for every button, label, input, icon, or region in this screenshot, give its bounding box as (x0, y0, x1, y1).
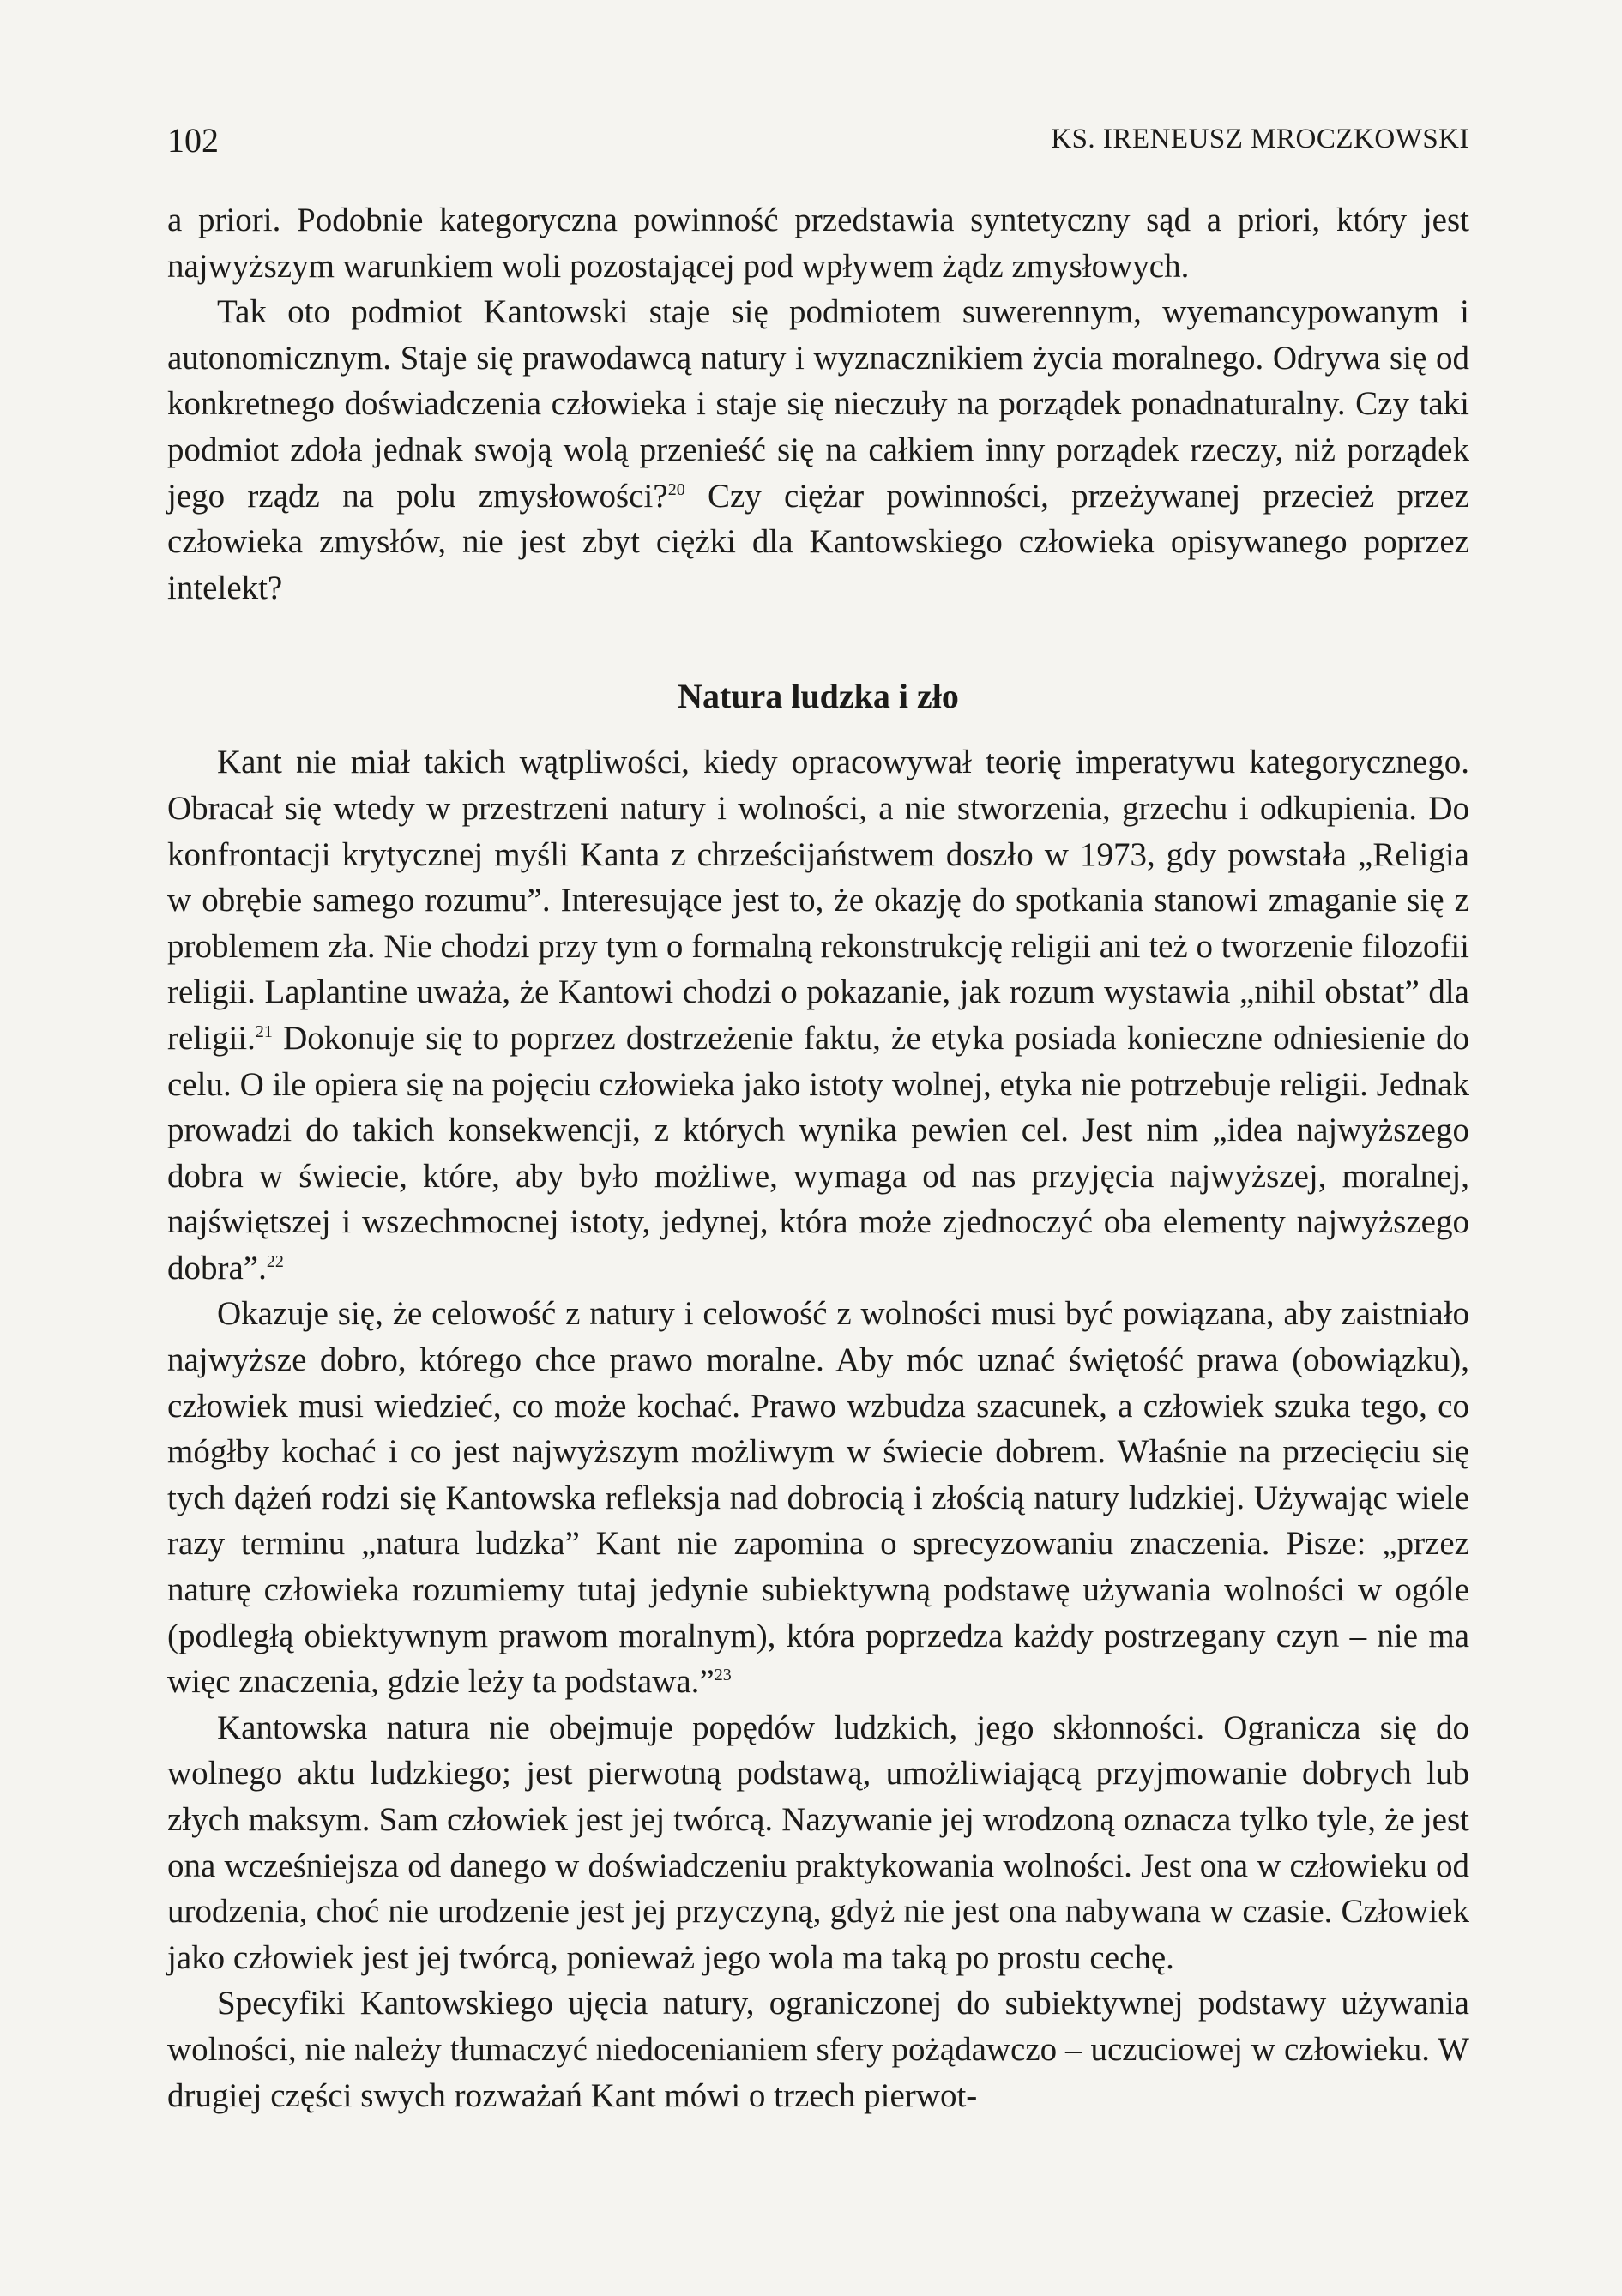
footnote-ref: 22 (266, 1251, 284, 1271)
footnote-ref: 23 (714, 1666, 732, 1685)
paragraph (167, 739, 1469, 1291)
paragraph (167, 197, 1469, 289)
paragraph-text: Czy ciężar powinności, przeżywanej przecież przez człowieka zmysłów, nie jest zbyt ciężki dla Kantowskiego człowieka opisywanego poprzez intelekt? (167, 477, 1469, 606)
paragraph (167, 1705, 1469, 1981)
body-text (167, 197, 1469, 2118)
paragraph-text: Kantowska natura nie obejmuje popędów ludzkich, jego skłonności. Ogranicza się do wolnego aktu ludzkiego; jest pierwotną podstawą, umożliwiającą przyjmowanie dobrych lub złych maksym. Sam człowiek jest jej twórcą. Nazywanie jej wrodzoną oznacza tylko tyle, że jest ona wcześniejsza od danego w doświadczeniu praktykowania wolności. Jest ona w człowieku od urodzenia, choć nie urodzenie jest jej przyczyną, gdyż nie jest ona nabywana w czasie. Człowiek jako człowiek jest jej twórcą, ponieważ jego wola ma taką po prostu cechę. (167, 1708, 1469, 1976)
paragraph (167, 1291, 1469, 1704)
footnote-ref: 20 (667, 479, 685, 499)
paragraph (167, 1980, 1469, 2118)
paragraph-text: Dokonuje się to poprzez dostrzeżenie faktu, że etyka posiada konieczne odniesienie do celu. O ile opiera się na pojęciu człowieka jako istoty wolnej, etyka nie potrzebuje religii. Jednak prowadzi do takich konsekwencji, z których wynika pewien cel. Jest nim „idea najwyższego dobra w świecie, które, aby było możliwe, wymaga od nas przyjęcia najwyższej, moralnej, najświętszej i wszechmocnej istoty, jedynej, która może zjednoczyć oba elementy najwyższego dobra”. (167, 1019, 1469, 1287)
paragraph (167, 289, 1469, 611)
paragraph-text: Specyfiki Kantowskiego ujęcia natury, ograniczonej do subiektywnej podstawy używania wolności, nie należy tłumaczyć niedocenianiem sfery pożądawczo – uczuciowej w człowieku. W drugiej części swych rozważań Kant mówi o trzech pierwot- (167, 1985, 1469, 2114)
section-heading: Natura ludzka i zło (678, 677, 959, 716)
page-header (167, 120, 1469, 165)
paragraph-text: Tak oto podmiot Kantowski staje się podmiotem suwerennym, wyemancypowanym i autonomicznym. Staje się prawodawcą natury i wyznacznikiem życia moralnego. Odrywa się od konkretnego doświadczenia człowieka i staje się nieczuły na porządek ponadnaturalny. Czy taki podmiot zdoła jednak swoją wolą przenieść się na całkiem inny porządek rzeczy, niż porządek jego rządz na polu zmysłowości? (167, 293, 1469, 515)
page-number: 102 (167, 121, 219, 160)
footnote-ref: 21 (255, 1021, 273, 1041)
paragraph-text: Kant nie miał takich wątpliwości, kiedy opracowywał teorię imperatywu kategorycznego. Obracał się wtedy w przestrzeni natury i wolności, a nie stworzenia, grzechu i odkupienia. Do konfrontacji krytycznej myśli Kanta z chrześcijaństwem doszło w 1973, gdy powstała „Religia w obrębie samego rozumu”. Interesujące jest to, że okazję do spotkania stanowi zmaganie się z problemem zła. Nie chodzi przy tym o formalną rekonstrukcję religii ani też o tworzenie filozofii religii. Laplantine uważa, że Kantowi chodzi o pokazanie, jak rozum wystawia „nihil obstat” dla religii. (167, 744, 1469, 1057)
paragraph-text: Okazuje się, że celowość z natury i celowość z wolności musi być powiązana, aby zaistniało najwyższe dobro, którego chce prawo moralne. Aby móc uznać świętość prawa (obowiązku), człowiek musi wiedzieć, co może kochać. Prawo wzbudza szacunek, a człowiek szuka tego, co mógłby kochać i co jest najwyższym możliwym w świecie dobrem. Właśnie na przecięciu się tych dążeń rodzi się Kantowska refleksja nad dobrocią i złością natury ludzkiej. Używając wiele razy terminu „natura ludzka” Kant nie zapomina o sprecyzowaniu znaczenia. Pisze: „przez naturę człowieka rozumiemy tutaj jedynie subiektywną podstawę używania wolności w ogóle (podległą obiektywnym prawom moralnym), która poprzedza każdy postrzegany czyn – nie ma więc znaczenia, gdzie leży ta podstawa.” (167, 1295, 1469, 1701)
paragraph-text: a priori. Podobnie kategoryczna powinność przedstawia syntetyczny sąd a priori, który jest najwyższym warunkiem woli pozostającej pod wpływem żądz zmysłowych. (167, 202, 1469, 285)
running-head: KS. IRENEUSZ MROCZKOWSKI (1051, 124, 1469, 154)
